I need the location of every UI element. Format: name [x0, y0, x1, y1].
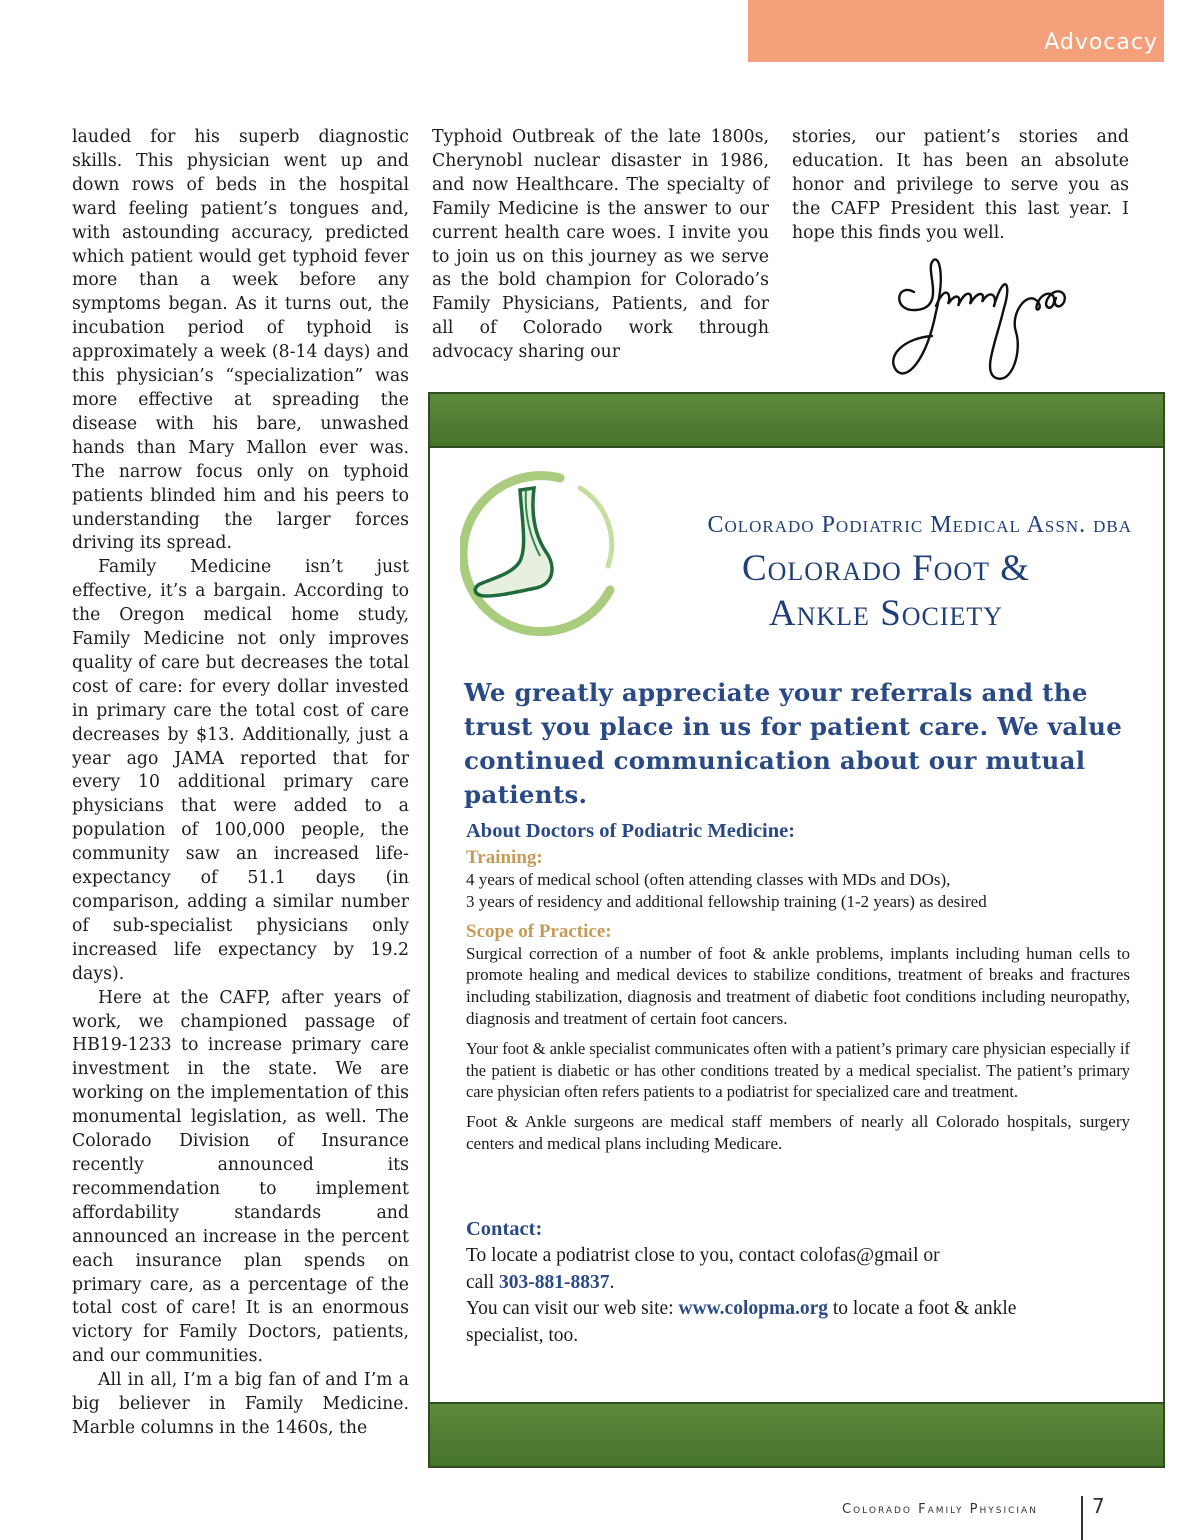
- training-heading: Training:: [466, 847, 543, 868]
- president-signature: [886, 252, 1072, 386]
- org-name: [666, 546, 1106, 636]
- publication-name: Colorado Family Physician: [842, 1502, 1038, 1517]
- contact-heading: Contact:: [466, 1218, 543, 1240]
- call-label: call: [466, 1271, 495, 1293]
- phone-link[interactable]: 303-881-8837: [499, 1271, 610, 1293]
- foot-logo-icon: [460, 470, 620, 640]
- advertisement-box: [428, 392, 1165, 1468]
- contact-web-line: [466, 1296, 1130, 1323]
- ad-tagline: We greatly appreciate your referrals and the trust you place in us for patient care. We value continued communication about our mutual patients.: [464, 678, 1123, 809]
- footer-divider: [1081, 1496, 1083, 1540]
- paragraph: Family Medicine isn’t just effective, it’s a bargain. According to the Oregon medical home study, Family Medicine not only improves quality of care but decreases the total cost of care: for every dollar invested in primary care the total cost of care decreases by $13. Additionally, just a year ago JAMA reported that for every 10 additional primary care physicians that were added to a population of 100,000 people, the community saw an increased life-expectancy of 51.1 days (in comparison, adding a similar number of sub-specialist physicians only increased life expectancy by 19.2 days).: [72, 557, 409, 984]
- paragraph: Typhoid Outbreak of the late 1800s, Cherynobl nuclear disaster in 1986, and now Healthcare. The specialty of Family Medicine is the answer to our current health care woes. I invite you to join us on this journey as we serve as the bold champion for Colorado’s Family Physicians, Patients, and for all of Colorado work through advocacy sharing our: [432, 127, 769, 363]
- web-suffix: to locate a foot & ankle: [832, 1298, 1017, 1319]
- scope-text: Surgical correction of a number of foot & ankle problems, implants including human cells to promote healing and medical devices to stabilize conditions, treatment of breaks and fractures including stabilization, diagnosis and treatment of diabetic foot conditions including neuropathy, diagnosis and treatment of certain foot cancers.: [466, 943, 1130, 1028]
- paragraph: All in all, I’m a big fan of and I’m a big believer in Family Medicine. Marble columns in the 1460s, the: [72, 1370, 409, 1438]
- scope-heading: Scope of Practice:: [466, 920, 612, 942]
- contact-web-end: specialist, too.: [466, 1324, 579, 1346]
- paragraph: Here at the CAFP, after years of work, we championed passage of HB19-1233 to increase primary care investment in the state. We are working on the implementation of this monumental legislation, as well. The Colorado Division of Insurance recently announced its recommendation to implement affordability standards and announced an increase in the percent each insurance plan spends on primary care, as a percentage of the total cost of care! It is an enormous victory for Family Doctors, patients, and our communities.: [72, 987, 409, 1367]
- paragraph: lauded for his superb diagnostic skills. This physician went up and down rows of beds in the hospital ward feeling patient’s tongues and, with astounding accuracy, predicted which patient would get typhoid fever more than a week before any symptoms began. As it turns out, the incubation period of typhoid is approximately a week (8-14 days) and this physician’s “specialization” was more effective at spreading the disease with his bare, unwashed hands than Mary Mallon ever was. The narrow focus only on typhoid patients blinded him and his peers to understanding the larger forces driving its spread.: [72, 127, 409, 554]
- article-column-3: [792, 126, 1129, 246]
- section-label: Advocacy: [1044, 30, 1158, 55]
- page-number: 7: [1092, 1494, 1105, 1518]
- specialist-text: Your foot & ankle specialist communicates often with a patient’s primary care physician especially if the patient is diabetic or has other conditions treated by a medical specialist. The patient’s primary care physician often refers patients to a podiatrist for specialized care and treatment.: [466, 1038, 1130, 1102]
- ad-top-bar: [430, 394, 1163, 448]
- web-prefix: You can visit our web site:: [466, 1298, 674, 1319]
- surgeons-text: Foot & Ankle surgeons are medical staff members of nearly all Colorado hospitals, surgery centers and medical plans including Medicare.: [466, 1112, 1130, 1153]
- article-column-1: [72, 126, 409, 1441]
- org-name-line: Ankle Society: [768, 593, 1004, 634]
- about-heading: About Doctors of Podiatric Medicine:: [466, 820, 796, 842]
- ad-body: [466, 820, 1130, 1155]
- training-line: 3 years of residency and additional fellowship training (1-2 years) as desired: [466, 891, 987, 911]
- org-legal-name: Colorado Podiatric Medical Assn. dba: [707, 512, 1132, 538]
- org-name-line: Colorado Foot &: [741, 548, 1031, 589]
- website-link[interactable]: www.colopma.org: [678, 1298, 829, 1319]
- period: .: [609, 1271, 615, 1293]
- paragraph: stories, our patient’s stories and education. It has been an absolute honor and privilege to serve you as the CAFP President this last year. I hope this finds you well.: [792, 127, 1129, 243]
- section-tab: [748, 0, 1164, 62]
- contact-section: [466, 1218, 1130, 1349]
- ad-bottom-bar: [430, 1402, 1163, 1466]
- article-column-2: [432, 126, 769, 365]
- training-line: 4 years of medical school (often attending classes with MDs and DOs),: [466, 870, 951, 889]
- contact-phone-line: [466, 1270, 1130, 1297]
- contact-line: To locate a podiatrist close to you, contact colofas@gmail or: [466, 1245, 940, 1266]
